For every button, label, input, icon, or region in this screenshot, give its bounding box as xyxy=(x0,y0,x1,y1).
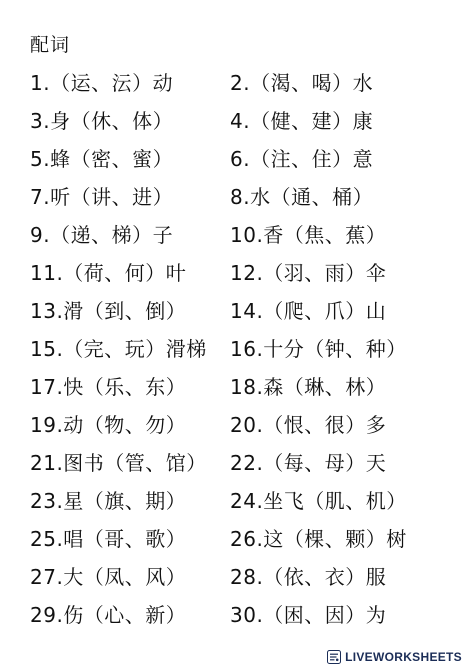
question-item xyxy=(230,371,450,400)
brand-logo-text: LIVEWORKSHEETS xyxy=(345,650,462,664)
question-text: 4.（健、建）康 xyxy=(230,108,374,133)
question-text: 13.滑（到、倒） xyxy=(30,298,187,323)
question-text: 26.这（棵、颗）树 xyxy=(230,526,407,551)
question-item xyxy=(30,485,230,514)
page-title: 配词 xyxy=(30,34,71,56)
question-text: 23.星（旗、期） xyxy=(30,488,187,513)
question-text: 30.（困、因）为 xyxy=(230,602,387,627)
question-item xyxy=(30,143,230,172)
question-item xyxy=(230,219,450,248)
question-text: 16.十分（钟、种） xyxy=(230,336,407,361)
question-item xyxy=(230,67,450,96)
question-text: 27.大（凤、风） xyxy=(30,564,187,589)
question-text: 21.图书（管、馆） xyxy=(30,450,207,475)
question-text: 19.动（物、勿） xyxy=(30,412,187,437)
question-item xyxy=(30,257,230,286)
question-text: 22.（每、母）天 xyxy=(230,450,387,475)
question-item xyxy=(30,409,230,438)
question-text: 28.（依、衣）服 xyxy=(230,564,387,589)
question-text: 29.伤（心、新） xyxy=(30,602,187,627)
liveworksheets-logo xyxy=(323,648,466,666)
question-item xyxy=(230,257,450,286)
question-text: 1.（运、沄）动 xyxy=(30,70,174,95)
question-item xyxy=(230,447,450,476)
question-item xyxy=(30,219,230,248)
question-text: 10.香（焦、蕉） xyxy=(230,222,387,247)
question-item xyxy=(230,181,450,210)
question-item xyxy=(30,181,230,210)
question-text: 20.（恨、很）多 xyxy=(230,412,387,437)
question-item xyxy=(30,599,230,628)
question-item xyxy=(230,333,450,362)
question-item xyxy=(30,523,230,552)
question-item xyxy=(30,561,230,590)
question-text: 7.听（讲、进） xyxy=(30,184,174,209)
question-text: 12.（羽、雨）伞 xyxy=(230,260,387,285)
question-item xyxy=(230,561,450,590)
question-item xyxy=(230,523,450,552)
question-grid xyxy=(30,62,450,632)
question-item xyxy=(230,105,450,134)
question-text: 3.身（休、体） xyxy=(30,108,174,133)
question-text: 2.（渴、喝）水 xyxy=(230,70,374,95)
question-item xyxy=(230,409,450,438)
question-item xyxy=(230,485,450,514)
question-text: 8.水（通、桶） xyxy=(230,184,374,209)
question-text: 18.森（琳、林） xyxy=(230,374,387,399)
question-text: 14.（爬、爪）山 xyxy=(230,298,387,323)
question-item xyxy=(30,333,230,362)
question-item xyxy=(230,599,450,628)
question-text: 6.（注、住）意 xyxy=(230,146,374,171)
question-item xyxy=(230,143,450,172)
question-text: 24.坐飞（肌、机） xyxy=(230,488,407,513)
liveworksheets-logo-icon xyxy=(327,650,341,664)
question-text: 11.（荷、何）叶 xyxy=(30,260,187,285)
question-item xyxy=(230,295,450,324)
question-item xyxy=(30,447,230,476)
question-text: 9.（递、梯）子 xyxy=(30,222,174,247)
question-text: 15.（完、玩）滑梯 xyxy=(30,336,207,361)
question-item xyxy=(30,67,230,96)
question-text: 25.唱（哥、歌） xyxy=(30,526,187,551)
question-item xyxy=(30,105,230,134)
question-text: 5.蜂（密、蜜） xyxy=(30,146,174,171)
question-text: 17.快（乐、东） xyxy=(30,374,187,399)
question-item xyxy=(30,371,230,400)
question-item xyxy=(30,295,230,324)
